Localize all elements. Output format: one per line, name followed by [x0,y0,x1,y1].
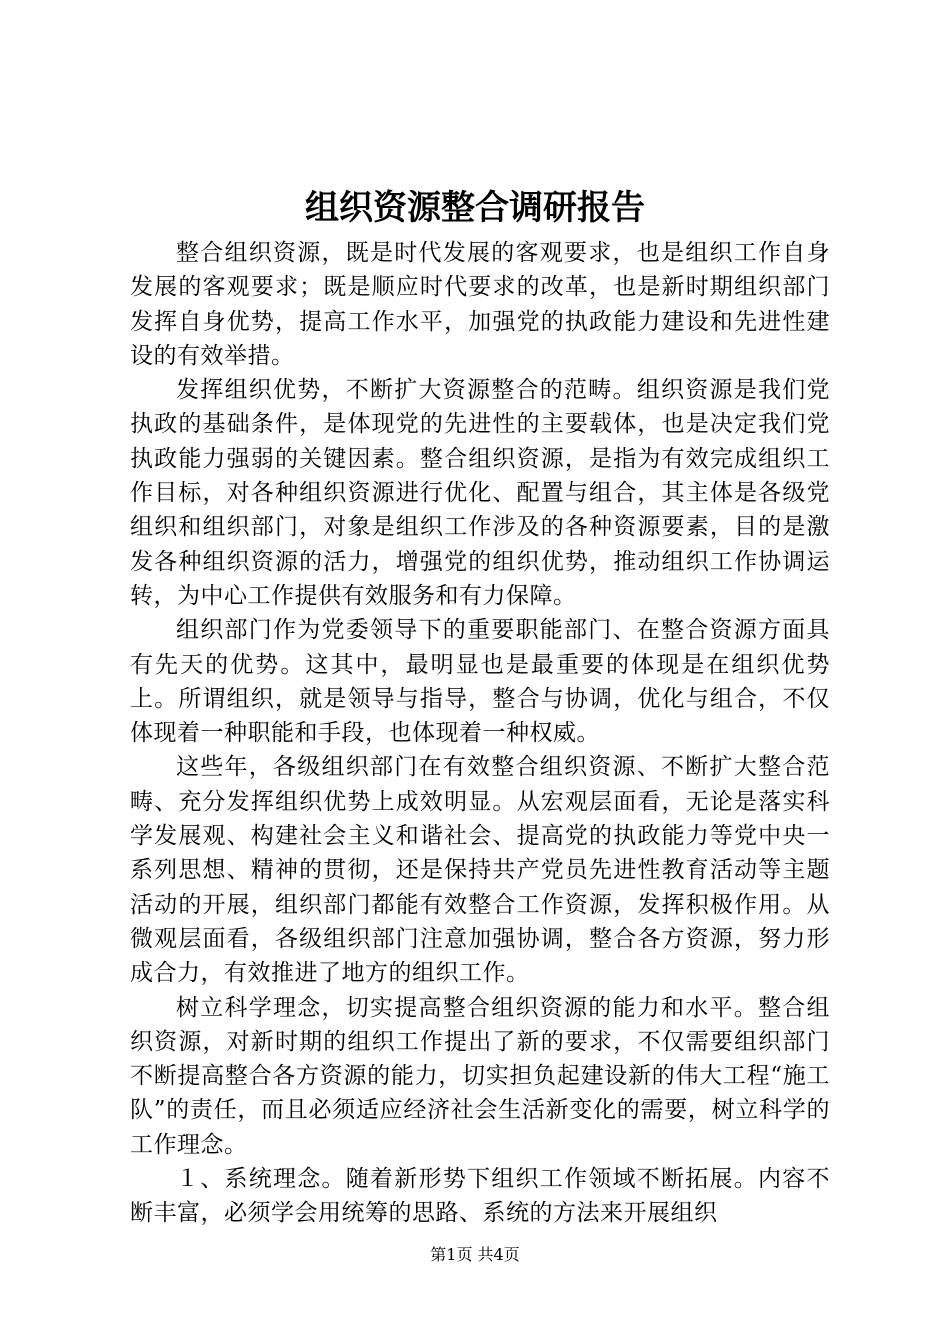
paragraph: １、系统理念。随着新形势下组织工作领域不断拓展。内容不断丰富，必须学会用统筹的思路、系统的方法来开展组织 [130,1166,830,1227]
paragraph: 发挥组织优势，不断扩大资源整合的范畴。组织资源是我们党执政的基础条件，是体现党的先进性的主要载体，也是决定我们党执政能力强弱的关键因素。整合组织资源，是指为有效完成组织工作目标，对各种组织资源进行优化、配置与组合，其主体是各级党组织和组织部门，对象是组织工作涉及的各种资源要素，目的是激发各种组织资源的活力，增强党的组织优势，推动组织工作协调运转，为中心工作提供有效服务和有力保障。 [130,377,830,609]
page-footer: 第1页 共4页 [430,1245,520,1264]
paragraph: 整合组织资源，既是时代发展的客观要求，也是组织工作自身发展的客观要求；既是顺应时代要求的改革，也是新时期组织部门发挥自身优势，提高工作水平，加强党的执政能力建设和先进性建设的有效举措。 [130,240,830,369]
document-title: 组织资源整合调研报告 [305,188,645,228]
paragraph: 树立科学理念，切实提高整合组织资源的能力和水平。整合组织资源，对新时期的组织工作提出了新的要求，不仅需要组织部门不断提高整合各方资源的能力，切实担负起建设新的伟大工程“施工队”的责任，而且必须适应经济社会生活新变化的需要，树立科学的工作理念。 [130,994,830,1158]
document-body [130,236,830,1231]
paragraph: 组织部门作为党委领导下的重要职能部门、在整合资源方面具有先天的优势。这其中，最明显也是最重要的体现是在组织优势上。所谓组织，就是领导与指导，整合与协调，优化与组合，不仅体现着一种职能和手段，也体现着一种权威。 [130,617,830,747]
paragraph: 这些年，各级组织部门在有效整合组织资源、不断扩大整合范畴、充分发挥组织优势上成效明显。从宏观层面看，无论是落实科学发展观、构建社会主义和谐社会、提高党的执政能力等党中央一系列思想、精神的贯彻，还是保持共产党员先进性教育活动等主题活动的开展，组织部门都能有效整合工作资源，发挥积极作用。从微观层面看，各级组织部门注意加强协调，整合各方资源，努力形成合力，有效推进了地方的组织工作。 [130,754,830,987]
